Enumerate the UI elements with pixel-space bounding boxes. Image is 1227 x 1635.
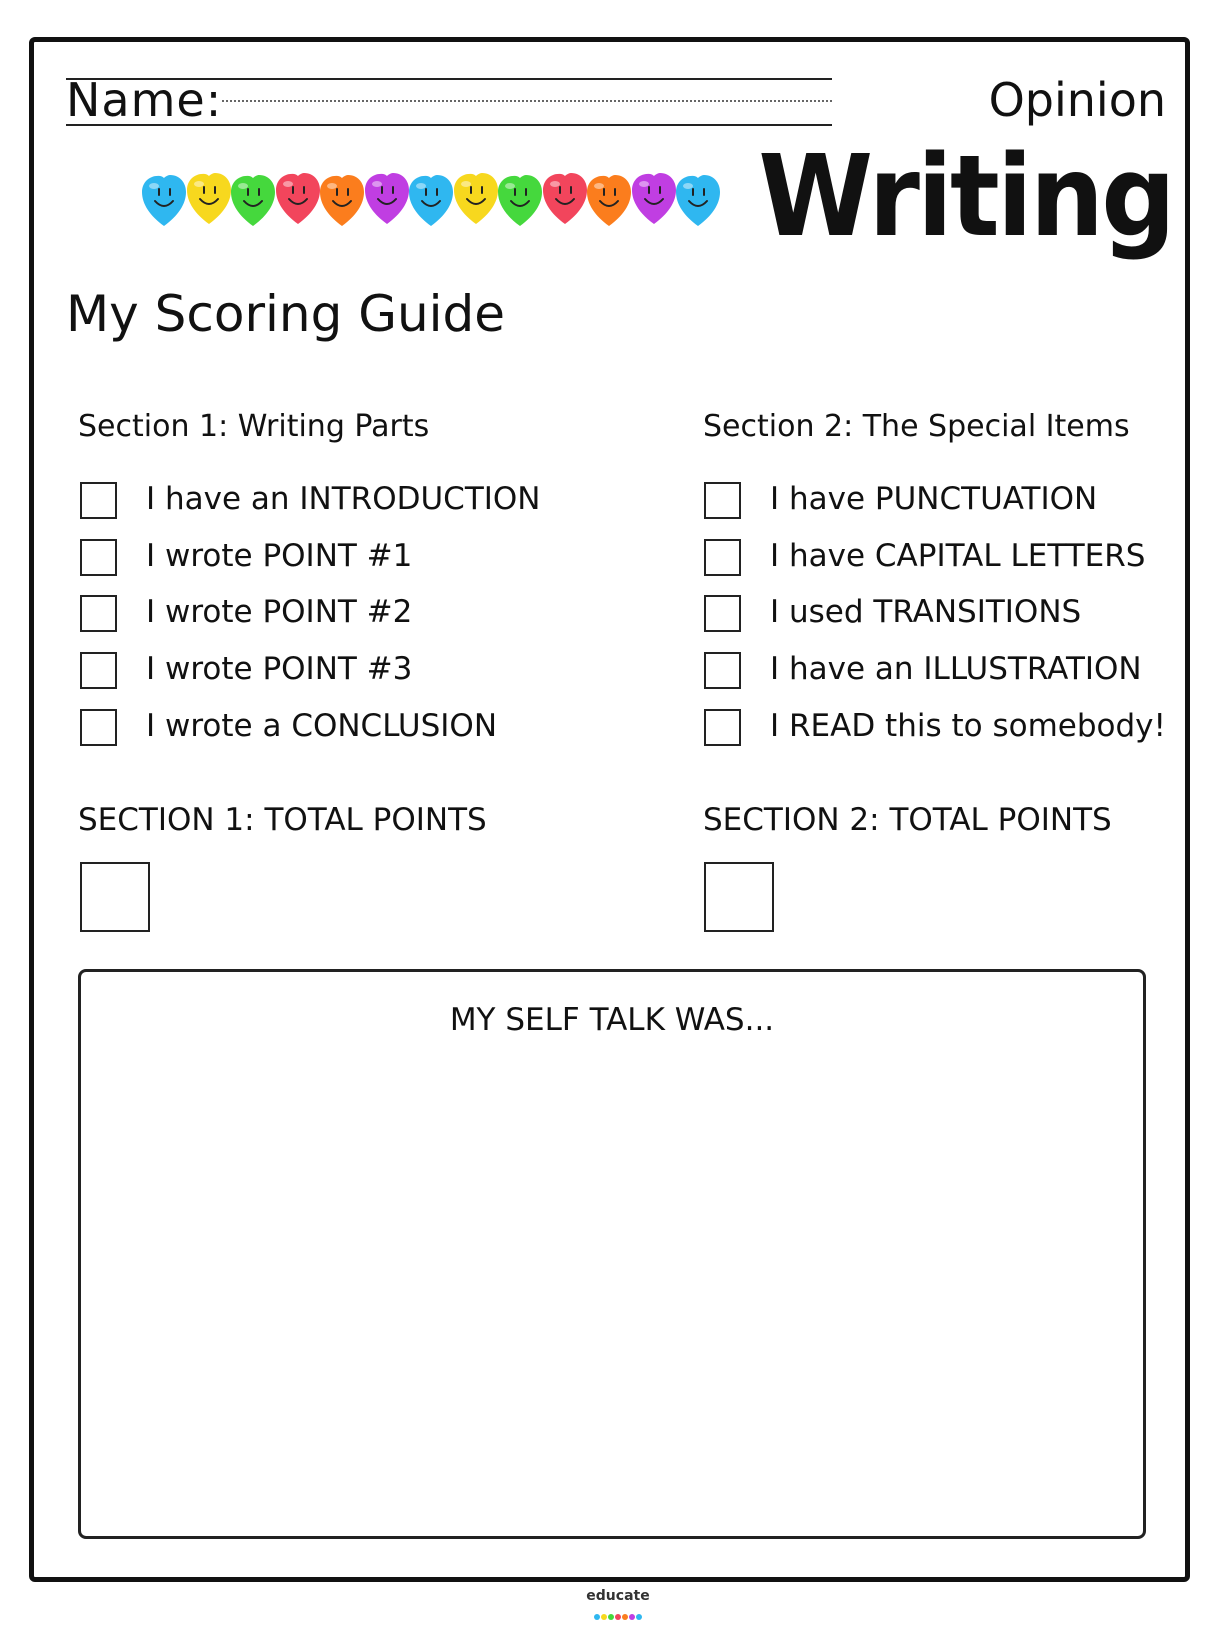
section2-total-box[interactable] — [704, 862, 774, 932]
footer-logo-text: educate — [586, 1588, 650, 1604]
smiley-heart-icon — [363, 170, 411, 226]
checklist-item-label: I have PUNCTUATION — [770, 481, 1098, 517]
checklist-item-label: I wrote POINT #1 — [146, 538, 413, 574]
smiley-hearts-decoration — [140, 170, 740, 230]
checkbox[interactable] — [704, 539, 741, 576]
checkbox[interactable] — [80, 539, 117, 576]
footer-heart-icon — [636, 1614, 642, 1620]
self-talk-box — [78, 969, 1146, 1539]
section1-total-box[interactable] — [80, 862, 150, 932]
checkbox[interactable] — [704, 482, 741, 519]
checkbox[interactable] — [80, 652, 117, 689]
section1-total-label: SECTION 1: TOTAL POINTS — [78, 802, 487, 838]
checklist-item-label: I have an INTRODUCTION — [146, 481, 541, 517]
section1-heading: Section 1: Writing Parts — [78, 409, 430, 444]
footer-heart-icon — [594, 1614, 600, 1620]
name-dotted-guide-line — [222, 100, 832, 102]
self-talk-writing-area[interactable] — [91, 1052, 1133, 1526]
checkbox[interactable] — [80, 595, 117, 632]
smiley-heart-icon — [229, 172, 277, 228]
footer-logo — [585, 1588, 651, 1634]
smiley-heart-icon — [274, 170, 322, 226]
section2-total-label: SECTION 2: TOTAL POINTS — [703, 802, 1112, 838]
checkbox[interactable] — [704, 595, 741, 632]
checklist-item-label: I READ this to somebody! — [770, 708, 1166, 744]
scoring-guide-heading: My Scoring Guide — [66, 285, 506, 343]
checklist-item-label: I wrote POINT #2 — [146, 594, 413, 630]
page-subtitle: Opinion — [988, 73, 1166, 127]
name-label: Name: — [66, 73, 223, 127]
footer-heart-icon — [608, 1614, 614, 1620]
name-field[interactable] — [66, 73, 832, 127]
checklist-item-label: I have an ILLUSTRATION — [770, 651, 1142, 687]
checkbox[interactable] — [80, 482, 117, 519]
checklist-item-label: I wrote POINT #3 — [146, 651, 413, 687]
smiley-heart-icon — [140, 172, 188, 228]
smiley-heart-icon — [630, 170, 678, 226]
footer-logo-hearts — [585, 1614, 651, 1620]
checkbox[interactable] — [80, 709, 117, 746]
smiley-heart-icon — [407, 172, 455, 228]
smiley-heart-icon — [541, 170, 589, 226]
checkbox[interactable] — [704, 652, 741, 689]
checklist-item-label: I used TRANSITIONS — [770, 594, 1082, 630]
smiley-heart-icon — [496, 172, 544, 228]
smiley-heart-icon — [674, 172, 722, 228]
smiley-heart-icon — [452, 170, 500, 226]
self-talk-title: MY SELF TALK WAS... — [449, 1002, 775, 1038]
footer-heart-icon — [622, 1614, 628, 1620]
smiley-heart-icon — [585, 172, 633, 228]
checklist-item-label: I have CAPITAL LETTERS — [770, 538, 1146, 574]
page-title: Writing — [758, 132, 1173, 262]
smiley-heart-icon — [318, 172, 366, 228]
smiley-heart-icon — [185, 170, 233, 226]
footer-heart-icon — [601, 1614, 607, 1620]
footer-heart-icon — [615, 1614, 621, 1620]
footer-heart-icon — [629, 1614, 635, 1620]
checklist-item-label: I wrote a CONCLUSION — [146, 708, 498, 744]
checkbox[interactable] — [704, 709, 741, 746]
section2-heading: Section 2: The Special Items — [703, 409, 1130, 444]
